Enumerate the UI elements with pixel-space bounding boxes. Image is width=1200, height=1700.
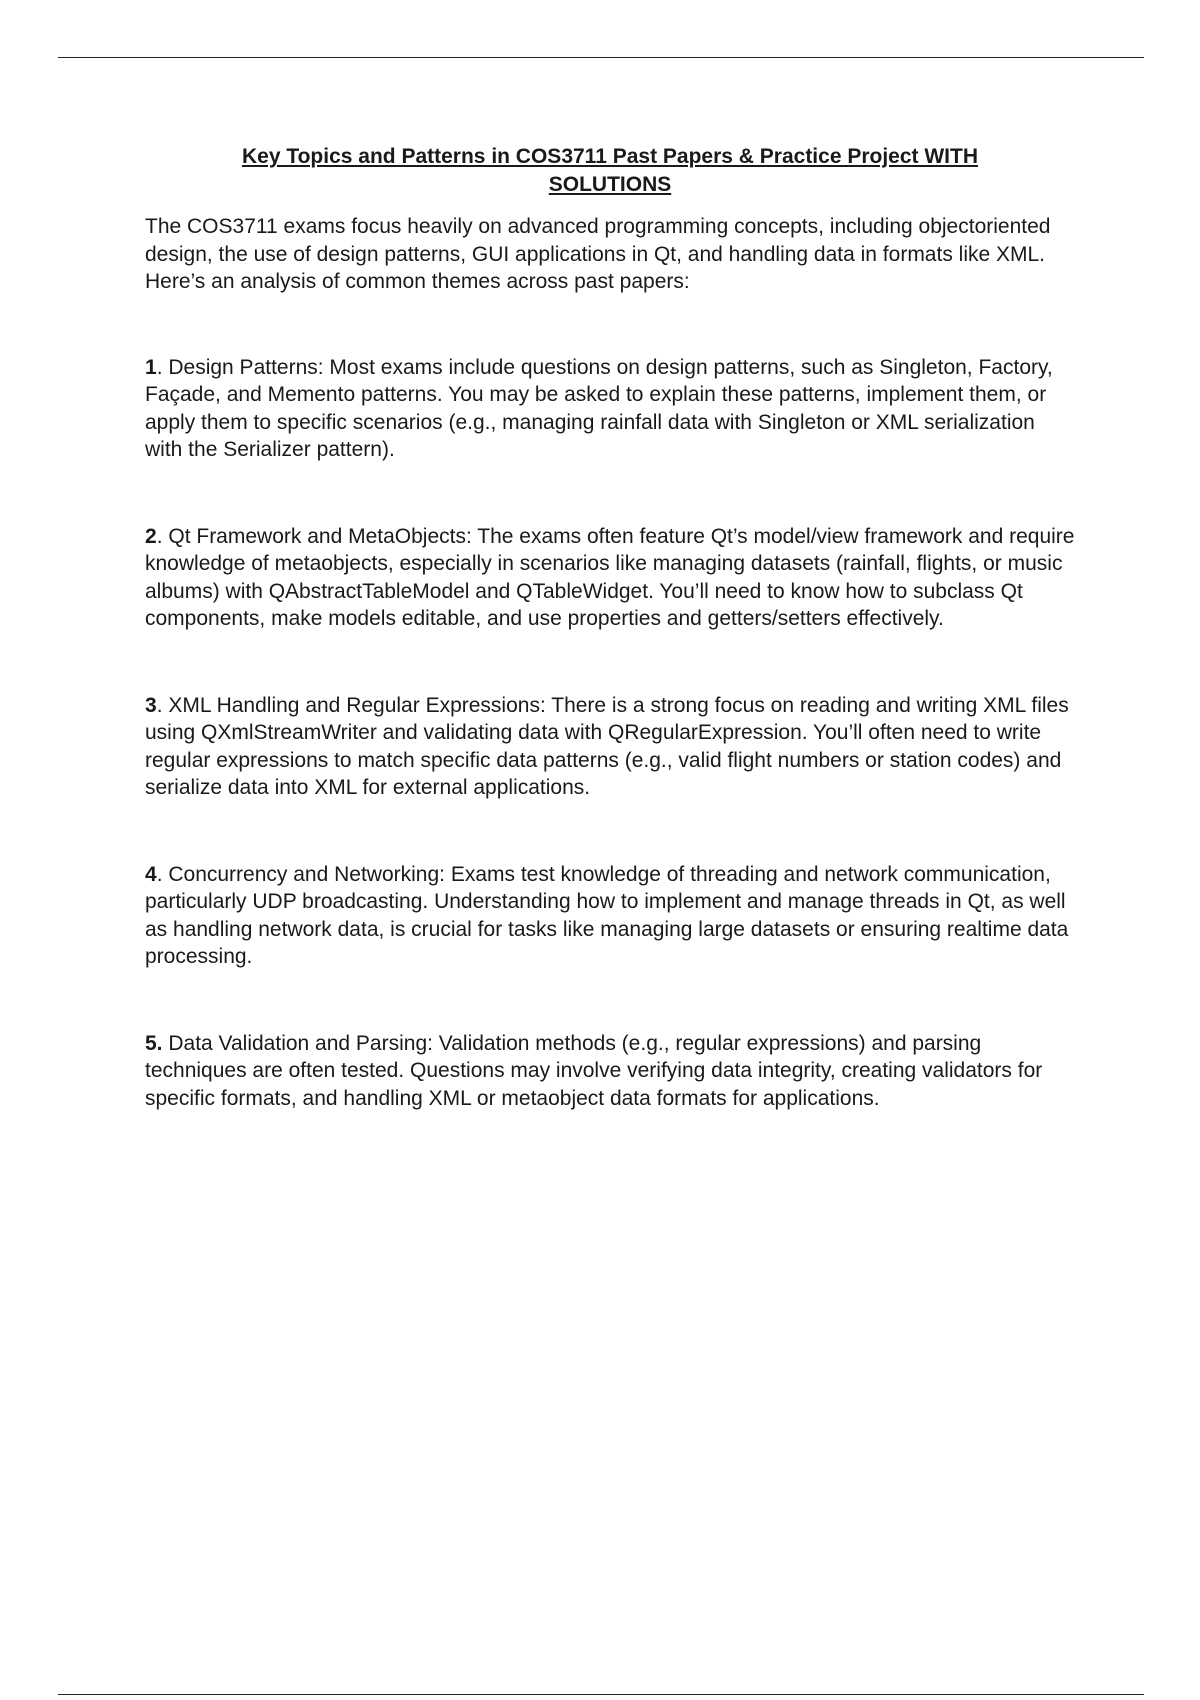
topic-number: 1 [145,355,157,379]
topic-item-4 [145,861,1075,971]
topic-number: 3 [145,693,157,717]
topic-item-5 [145,1030,1075,1113]
topic-text: . XML Handling and Regular Expressions: There is a strong focus on reading and writing XML files using QXmlStreamWriter and validating data with QRegularExpression. You’ll often need to write regular expressions to match specific data patterns (e.g., valid flight numbers or station codes) and serialize data into XML for external applications. [145,693,1069,799]
topic-number: 5. [145,1031,163,1055]
document-body [145,143,1075,1171]
bottom-divider [58,1694,1144,1695]
topic-text: Data Validation and Parsing: Validation methods (e.g., regular expressions) and parsing techniques are often tested. Questions may involve verifying data integrity, creating validators for specific formats, and handling XML or metaobject data formats for applications. [145,1031,1043,1110]
intro-paragraph: The COS3711 exams focus heavily on advanced programming concepts, including objectoriented design, the use of design patterns, GUI applications in Qt, and handling data in formats like XML. Here’s an analysis of common themes across past papers: [145,215,1051,293]
topic-item-3 [145,692,1075,802]
document-title: Key Topics and Patterns in COS3711 Past Papers & Practice Project WITH SOLUTIONS [241,145,979,196]
topic-text: . Design Patterns: Most exams include questions on design patterns, such as Singleton, Factory, Façade, and Memento patterns. You may be asked to explain these patterns, implement them, or apply them to specific scenarios (e.g., managing rainfall data with Singleton or XML serialization with the Serializer pattern). [145,355,1053,461]
topic-text: . Qt Framework and MetaObjects: The exams often feature Qt’s model/view framework and require knowledge of metaobjects, especially in scenarios like managing datasets (rainfall, flights, or music albums) with QAbstractTableModel and QTableWidget. You’ll need to know how to subclass Qt components, make models editable, and use properties and getters/setters effectively. [145,524,1075,630]
topic-number: 4 [145,862,157,886]
topic-item-1 [145,354,1075,464]
topic-number: 2 [145,524,157,548]
top-divider [58,57,1144,58]
topic-item-2 [145,523,1075,633]
topic-text: . Concurrency and Networking: Exams test knowledge of threading and network communication, particularly UDP broadcasting. Understanding how to implement and manage threads in Qt, as well as handling network data, is crucial for tasks like managing large datasets or ensuring realtime data processing. [145,862,1069,968]
